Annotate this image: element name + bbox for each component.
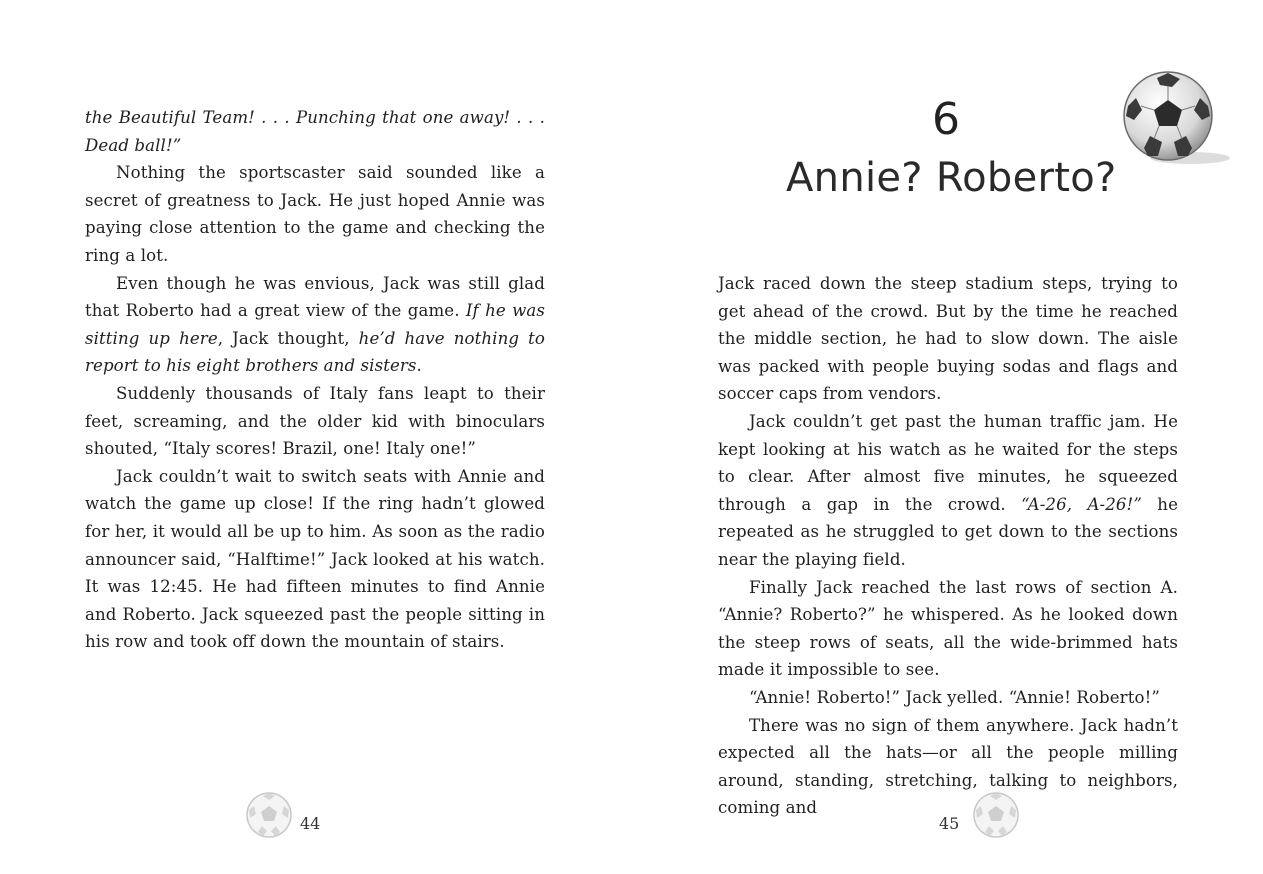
right-paragraph-3 <box>718 574 1178 684</box>
text-run: Jack couldn’t wait to switch seats with Annie and watch the game up close! If the ring hadn’t glowed for her, it would all be up to him. As soon as the radio announcer said, “Halftime!” Jack looked at his watch. It was 12:45. He had fifteen minutes to find Annie and Roberto. Jack squeezed past the people sitting in his row and took off down the mountain of stairs. <box>85 466 545 652</box>
soccer-ball-icon <box>1120 70 1232 170</box>
text-run: Nothing the sportscaster said sounded like a secret of greatness to Jack. He just hoped Annie was paying close attention to the game and checking the ring a lot. <box>85 163 545 265</box>
text-run: . <box>416 356 422 376</box>
italic-text-run: “A-26, A-26!” <box>1021 494 1142 514</box>
page-number: 44 <box>300 814 321 833</box>
text-run: Finally Jack reached the last rows of section A. “Annie? Roberto?” he whispered. As he looked down the steep rows of seats, all the wide-brimmed hats made it impossible to see. <box>718 577 1178 680</box>
text-run: Suddenly thousands of Italy fans leapt to their feet, screaming, and the older kid with binoculars shouted, “Italy scores! Brazil, one! Italy one!” <box>85 383 545 459</box>
right-paragraph-4 <box>718 684 1178 712</box>
text-run: There was no sign of them anywhere. Jack hadn’t expected all the hats—or all the people milling around, standing, stretching, talking to neighbors, coming and <box>718 715 1178 818</box>
italic-text-run: the Beautiful Team! . . . Punching that one away! . . . Dead ball!” <box>85 108 545 155</box>
italic-text-run: If he was sitting up here <box>85 301 545 348</box>
right-page <box>631 0 1263 874</box>
left-paragraph-2 <box>85 159 545 269</box>
left-paragraph-1 <box>85 104 545 159</box>
soccer-ball-icon <box>244 790 294 840</box>
left-paragraph-3 <box>85 270 545 380</box>
chapter-number: 6 <box>932 94 960 145</box>
left-paragraph-4 <box>85 380 545 463</box>
text-run: Even though he was envious, Jack was still glad that Roberto had a great view of the game. <box>85 273 545 321</box>
right-paragraph-2 <box>718 408 1178 574</box>
right-page-body <box>718 270 1178 822</box>
text-run: , Jack thought, <box>217 328 359 348</box>
text-run: Jack raced down the steep stadium steps, trying to get ahead of the crowd. But by the time he reached the middle section, he had to slow down. The aisle was packed with people buying sodas and flags and soccer caps from vendors. <box>718 274 1178 404</box>
right-paragraph-1 <box>718 270 1178 408</box>
left-paragraph-5 <box>85 463 545 656</box>
italic-text-run: he’d have nothing to report to his eight brothers and sisters <box>85 328 545 376</box>
left-page-body <box>85 104 545 656</box>
soccer-ball-icon <box>971 790 1021 840</box>
chapter-title: Annie? Roberto? <box>786 155 1117 201</box>
left-page-footer <box>244 790 364 842</box>
text-run: he repeated as he struggled to get down to the sections near the playing field. <box>718 494 1178 569</box>
right-page-footer <box>937 790 1057 842</box>
text-run: Jack couldn’t get past the human traffic jam. He kept looking at his watch as he waited for the steps to clear. After almost five minutes, he squeezed through a gap in the crowd. <box>718 411 1178 514</box>
page-number: 45 <box>939 814 960 833</box>
text-run: “Annie! Roberto!” Jack yelled. “Annie! Roberto!” <box>749 687 1160 707</box>
left-page <box>0 0 631 874</box>
